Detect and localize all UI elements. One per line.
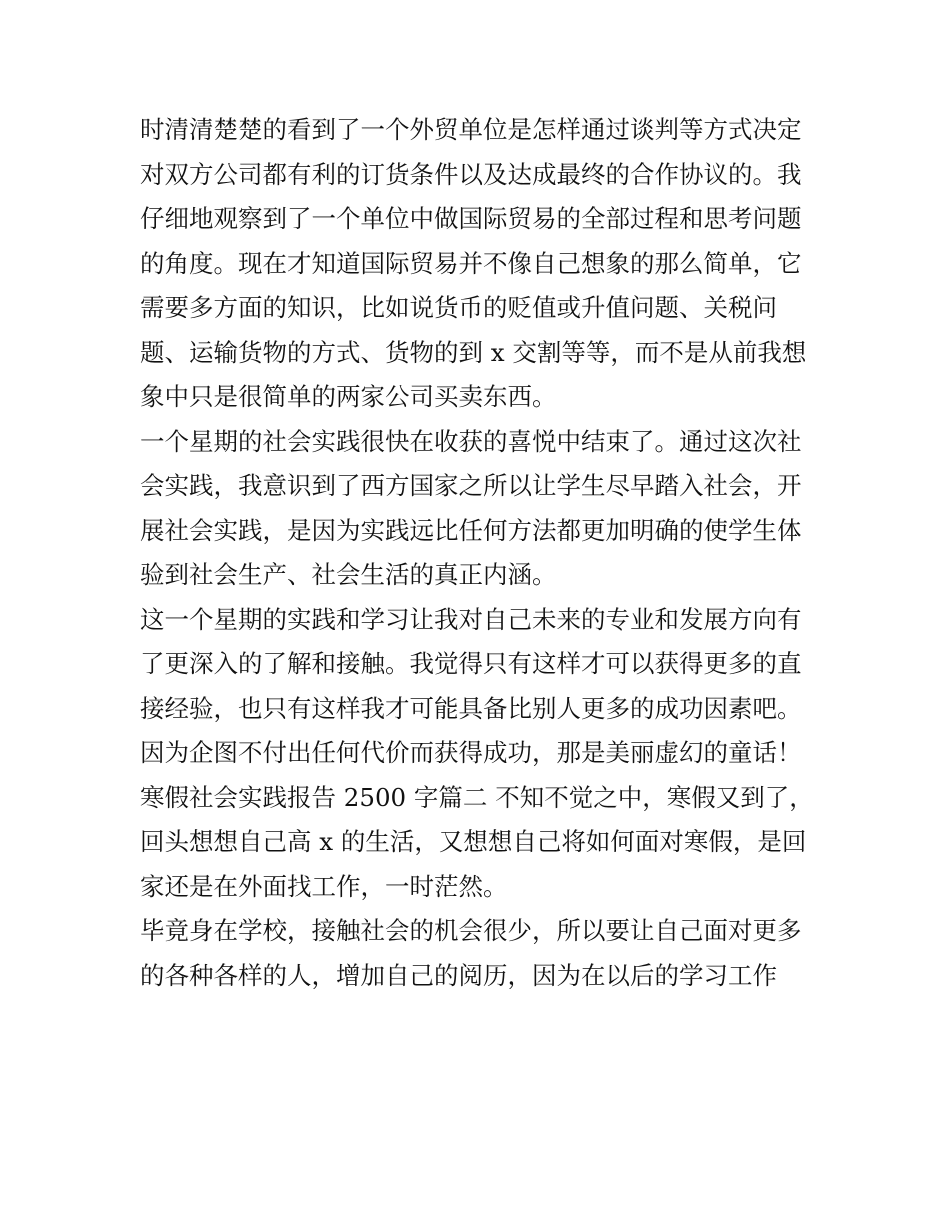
text-line: 时清清楚楚的看到了一个外贸单位是怎样通过谈判等方式决定	[140, 115, 802, 144]
text-line: 家还是在外面找工作，一时茫然。	[140, 871, 508, 901]
text-line: 寒假社会实践报告 2500 字篇二 不知不觉之中，寒假又到了，	[140, 782, 814, 812]
text-line: 展社会实践，是因为实践远比任何方法都更加明确的使学生体	[140, 515, 802, 545]
text-line: 的角度。现在才知道国际贸易并不像自己想象的那么简单，它	[140, 248, 802, 278]
text-line: 一个星期的社会实践很快在收获的喜悦中结束了。通过这次社	[140, 426, 802, 456]
text-line: 了更深入的了解和接触。我觉得只有这样才可以获得更多的直	[140, 649, 802, 678]
text-line: 回头想想自己高 x 的生活，又想想自己将如何面对寒假，是回	[140, 827, 807, 856]
text-line: 验到社会生产、社会生活的真正内涵。	[140, 560, 557, 589]
text-line: 毕竟身在学校，接触社会的机会很少，所以要让自己面对更多	[140, 916, 802, 945]
text-line: 的各种各样的人，增加自己的阅历，因为在以后的学习工作	[140, 960, 777, 990]
text-line: 会实践，我意识到了西方国家之所以让学生尽早踏入社会，开	[140, 471, 802, 500]
text-line: 接经验，也只有这样我才可能具备比别人更多的成功因素吧。	[140, 693, 802, 723]
text-line: 因为企图不付出任何代价而获得成功，那是美丽虚幻的童话！	[140, 738, 802, 767]
text-line: 对双方公司都有利的订货条件以及达成最终的合作协议的。我	[140, 159, 802, 189]
text-line: 仔细地观察到了一个单位中做国际贸易的全部过程和思考问题	[140, 204, 802, 233]
text-line: 题、运输货物的方式、货物的到 x 交割等等，而不是从前我想	[140, 337, 807, 367]
text-line: 象中只是很简单的两家公司买卖东西。	[140, 382, 557, 411]
text-line: 这一个星期的实践和学习让我对自己未来的专业和发展方向有	[140, 604, 802, 634]
document-body	[140, 108, 820, 998]
text-line: 需要多方面的知识，比如说货币的贬值或升值问题、关税问	[140, 293, 777, 322]
